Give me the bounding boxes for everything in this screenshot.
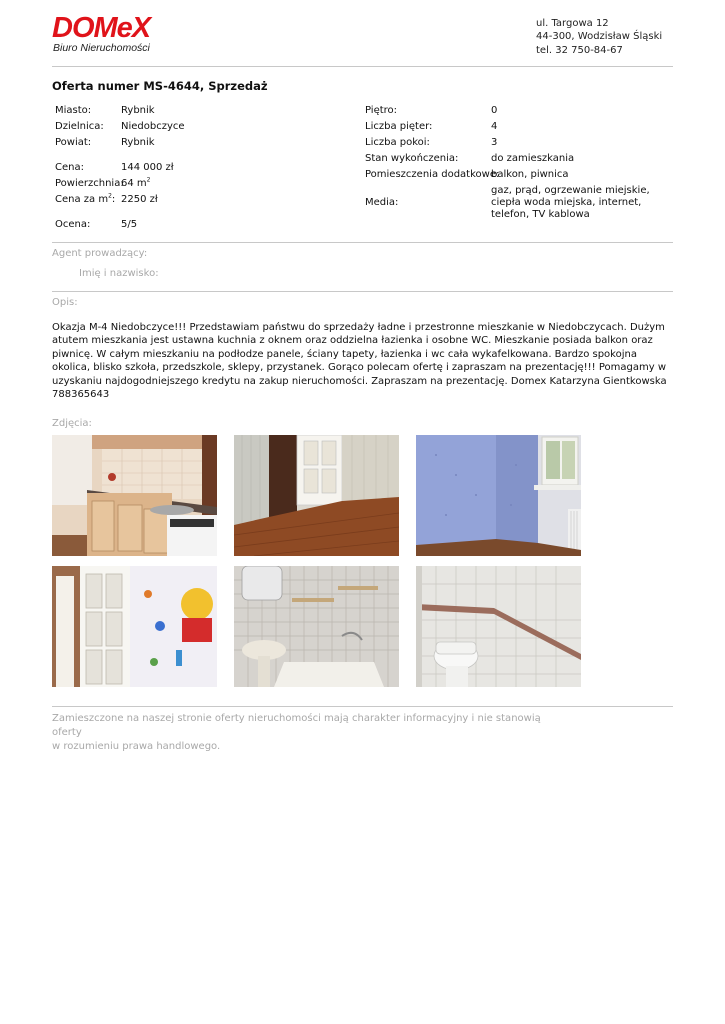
- county-label: Powiat:: [55, 137, 92, 148]
- kitchen-photo[interactable]: [52, 435, 217, 556]
- bathroom-photo[interactable]: [234, 566, 399, 687]
- description-section-label: Opis:: [52, 297, 78, 308]
- district-value: Niedobczyce: [121, 121, 185, 132]
- offer-title: Oferta numer MS-4644, Sprzedaż: [52, 79, 268, 93]
- phone-number: tel. 32 750-84-67: [536, 45, 623, 56]
- area-unit-superscript: 2: [146, 176, 151, 184]
- company-logo: DOMeX: [52, 12, 151, 44]
- price-per-m2-label: [55, 194, 115, 206]
- floors-count-value: 4: [491, 121, 498, 132]
- floors-count-label: Liczba pięter:: [365, 121, 433, 132]
- description-text: Okazja M-4 Niedobczyce!!! Przedstawiam państwu do sprzedaży ładne i przestronne mieszkanie w Niedobczycach. Dużym atutem mieszkania jest ustawna kuchnia z oknem oraz oddzielna łazienka i osobne WC. Mieszkanie posiada balkon oraz piwnicę. W całym mieszkaniu na podłodze panele, ściany tapety, łazienka i wc cała wykafelkowana. Bardzo spokojna okolica, blisko szkoła, przedszkole, sklepy, przystanek. Gorąco polecam ofertę i zapraszam na prezentację!!! Pomagamy w uzyskaniu najdogodniejszego kredytu na zakup nieruchomości. Zapraszam na prezentację. Domex Katarzyna Gientkowska 788365643: [52, 322, 667, 401]
- price-label: Cena:: [55, 162, 84, 173]
- kitchen-image: [52, 435, 217, 556]
- header-divider: [52, 66, 673, 67]
- agent-divider: [52, 291, 673, 292]
- floor-label: Piętro:: [365, 105, 398, 116]
- price-per-m2-superscript: 2: [108, 192, 112, 200]
- agent-name-label: Imię i nazwisko:: [79, 268, 159, 279]
- kids-room-door-image: [52, 566, 217, 687]
- agent-section-label: Agent prowadzący:: [52, 248, 148, 259]
- price-value: 144 000 zł: [121, 162, 174, 173]
- hallway-door-image: [234, 435, 399, 556]
- district-label: Dzielnica:: [55, 121, 104, 132]
- extra-rooms-label: Pomieszczenia dodatkowe:: [365, 169, 500, 180]
- floor-value: 0: [491, 105, 498, 116]
- finish-state-label: Stan wykończenia:: [365, 153, 459, 164]
- details-divider: [52, 242, 673, 243]
- company-logo-subtitle: Biuro Nieruchomości: [53, 42, 150, 54]
- bathroom-image: [234, 566, 399, 687]
- kids-room-door-photo[interactable]: [52, 566, 217, 687]
- photos-section-label: Zdjęcia:: [52, 418, 92, 429]
- city-label: Miasto:: [55, 105, 92, 116]
- county-value: Rybnik: [121, 137, 155, 148]
- area-number: 64 m: [121, 178, 147, 189]
- price-per-m2-value: 2250 zł: [121, 194, 158, 205]
- address-street: ul. Targowa 12: [536, 18, 609, 29]
- extra-rooms-value: balkon, piwnica: [491, 169, 569, 180]
- wc-image: [416, 566, 581, 687]
- rating-label: Ocena:: [55, 219, 91, 230]
- blue-room-image: [416, 435, 581, 556]
- footer-disclaimer: [52, 712, 572, 754]
- rooms-value: 3: [491, 137, 498, 148]
- footer-line-2: w rozumieniu prawa handlowego.: [52, 741, 221, 752]
- finish-state-value: do zamieszkania: [491, 153, 575, 164]
- footer-line-1: Zamieszczone na naszej stronie oferty nieruchomości mają charakter informacyjny i nie stanowią oferty: [52, 713, 541, 738]
- rooms-label: Liczba pokoi:: [365, 137, 430, 148]
- city-value: Rybnik: [121, 105, 155, 116]
- address-city: 44-300, Wodzisław Śląski: [536, 31, 663, 42]
- utilities-value: gaz, prąd, ogrzewanie miejskie, ciepła woda miejska, internet, telefon, TV kablowa: [491, 185, 650, 220]
- price-per-m2-label-text: Cena za m: [55, 194, 109, 205]
- rating-value: 5/5: [121, 219, 138, 230]
- wc-photo[interactable]: [416, 566, 581, 687]
- price-per-m2-colon: :: [111, 194, 116, 205]
- area-label: Powierzchnia:: [55, 178, 124, 189]
- utilities-label: Media:: [365, 197, 399, 208]
- footer-divider: [52, 706, 673, 707]
- blue-room-photo[interactable]: [416, 435, 581, 556]
- hallway-door-photo[interactable]: [234, 435, 399, 556]
- area-value: [121, 178, 150, 190]
